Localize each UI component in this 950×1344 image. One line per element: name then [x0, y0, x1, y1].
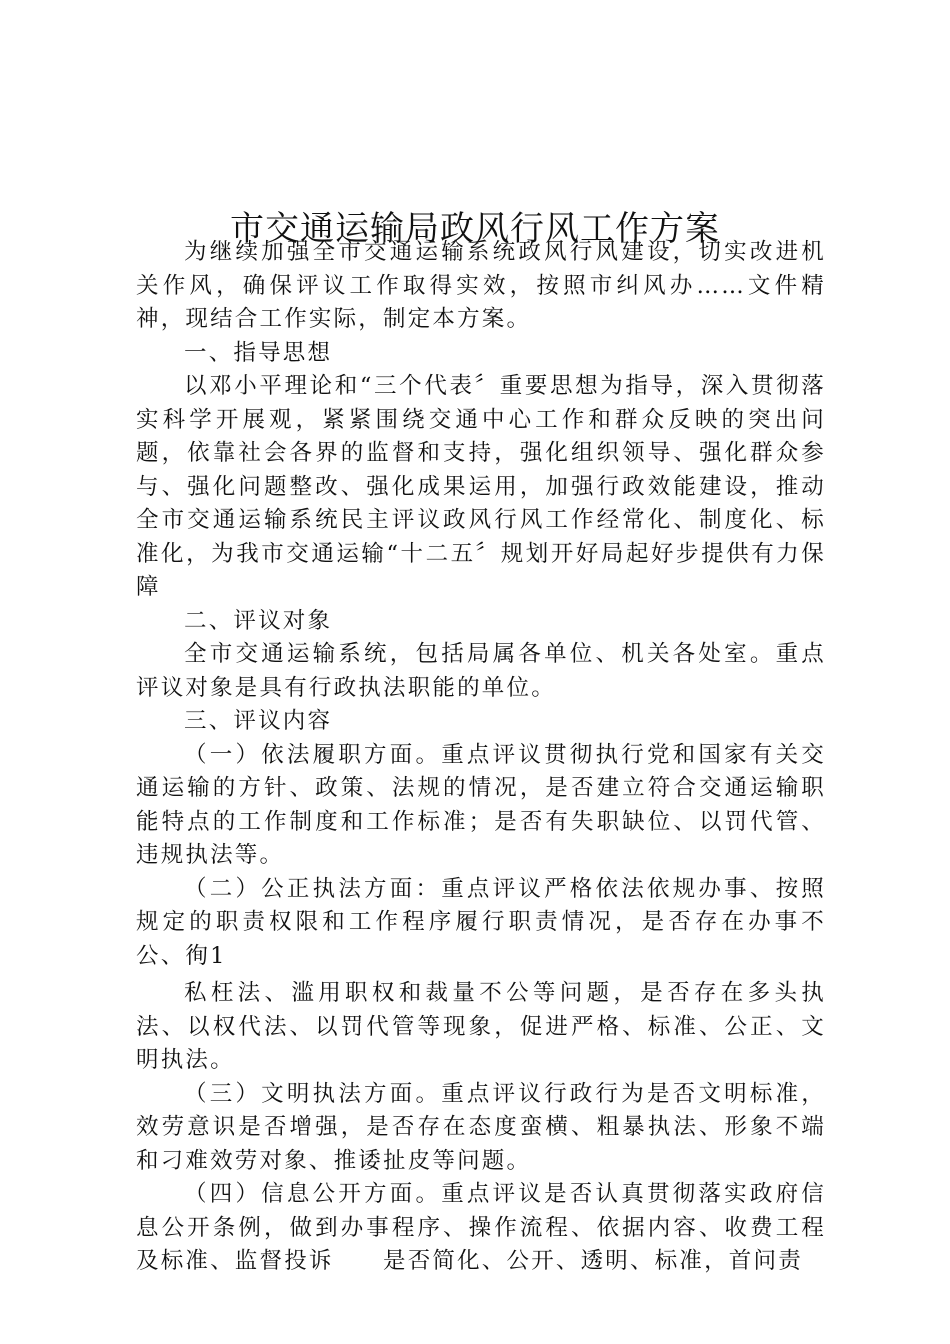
item-info-disclosure-paragraph: （四）信息公开方面。重点评议是否认真贯彻落实政府信息公开条例，做到办事程序、操作流程、依据内容、收费工程及标准、监督投诉 是否简化、公开、透明、标准，首问责: [136, 1181, 826, 1274]
page-number: 1: [210, 942, 227, 969]
item-fair-enforcement-paragraph: [136, 873, 826, 974]
intro-paragraph: 为继续加强全市交通运输系统政风行风建设，切实改进机关作风，确保评议工作取得实效，按照市纠风办……文件精神，现结合工作实际，制定本方案。: [136, 239, 826, 332]
item-fair-enforcement-text: （二）公正执法方面：重点评议严格依法依规办事、按照规定的职责权限和工作程序履行职责情况，是否存在办事不公、徇: [136, 875, 826, 969]
section-heading-evaluation-targets: 二、评议对象: [184, 607, 333, 634]
document-title: 市交通运输局政风行风工作方案: [230, 208, 720, 249]
evaluation-targets-paragraph: 全市交通运输系统，包括局属各单位、机关各处室。重点评议对象是具有行政执法职能的单位。: [136, 641, 826, 701]
guiding-ideology-paragraph: 以邓小平理论和“三个代表〞重要思想为指导，深入贯彻落实科学开展观，紧紧围绕交通中心工作和群众反映的突出问题，依靠社会各界的监督和支持，强化组织领导、强化群众参与、强化问题整改、强化成果运用，加强行政效能建设，推动全市交通运输系统民主评议政风行风工作经常化、制度化、标准化，为我市交通运输“十二五〞规划开好局起好步提供有力保障: [136, 373, 826, 600]
section-heading-evaluation-content: 三、评议内容: [184, 708, 333, 734]
item-civil-enforcement-paragraph: （三）文明执法方面。重点评议行政行为是否文明标准，效劳意识是否增强，是否存在态度蛮横、粗暴执法、形象不端和刁难效劳对象、推诿扯皮等问题。: [136, 1080, 826, 1174]
document-body: [136, 236, 826, 1279]
item-fair-enforcement-continued: 私枉法、滥用职权和裁量不公等问题，是否存在多头执法、以权代法、以罚代管等现象，促进严格、标准、公正、文明执法。: [136, 980, 826, 1073]
section-heading-guiding-ideology: 一、指导思想: [184, 339, 333, 366]
item-lawful-duty-paragraph: （一）依法履职方面。重点评议贯彻执行党和国家有关交通运输的方针、政策、法规的情况，是否建立符合交通运输职能特点的工作制度和工作标准；是否有失职缺位、以罚代管、违规执法等。: [136, 741, 826, 868]
